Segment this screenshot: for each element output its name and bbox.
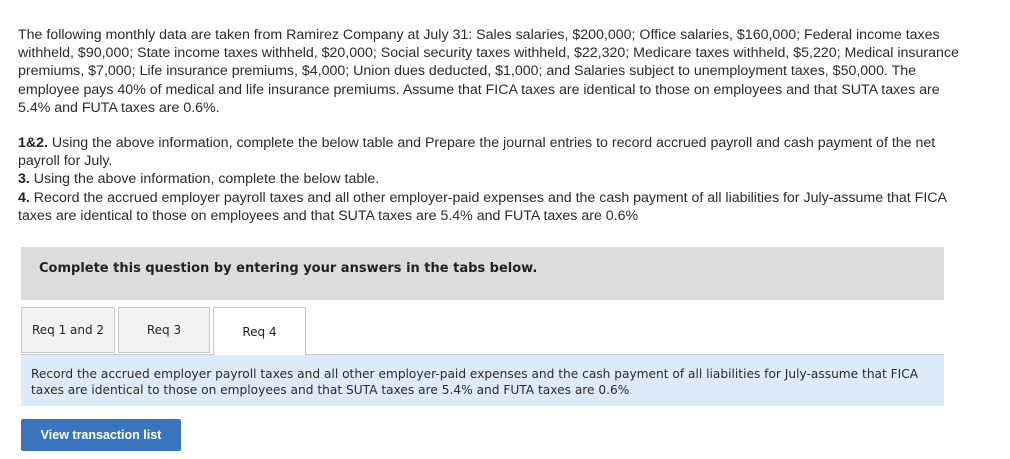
requirement-number: 4. [18,189,30,206]
tab-label: Req 1 and 2 [31,323,105,337]
requirement-number: 1&2. [18,135,48,151]
problem-text: The following monthly data are taken from Ramirez Company at July 31: Sales salaries, $200,000; Office salaries, $160,000; Federal income taxes withheld, $90,000; State income taxes withheld, $20,000; Social security taxes withheld, $22,320; Medicare taxes withheld, $5,220; Medical insurance premiums, $7,000; Life insurance premiums, $4,000; Union dues deducted, $1,000; and Salaries subject to unemployment taxes, $50,000. The employee pays 40% of medical and life insurance premiums. Assume that FICA taxes are identical to those on employees and that SUTA taxes are 5.4% and FUTA taxes are 0.6%. [18,27,959,116]
instruction-text: Complete this question by entering your answers in the tabs below. [39,261,538,276]
tab-req-3[interactable] [118,307,210,353]
requirement-text: Record the accrued employer payroll taxes and all other employer-paid expenses and the cash payment of all liabilities for July-assume that FICA taxes are identical to those on employees and that SUTA taxes are 5.4% and FUTA taxes are 0.6% [18,189,947,224]
tab-label: Req 3 [146,323,182,337]
tab-req-1-and-2[interactable] [21,307,115,353]
requirement-number: 3. [18,171,30,188]
requirement-text: Using the above information, complete the below table and Prepare the journal entries to record accrued payroll and cash payment of the net payroll for July. [18,135,936,170]
requirement-4 [18,189,968,225]
tab-label: Req 4 [242,324,277,339]
requirement-text: Using the above information, complete the below table. [29,171,380,188]
panel-instruction-text: Record the accrued employer payroll taxes and all other employer-paid expenses and the cash payment of all liabilities for July-assume that FICA taxes are identical to those on employees and that SUTA taxes are 5.4% and FUTA taxes are 0.6% [31,367,919,397]
instruction-bar [21,247,944,300]
requirement-3 [18,170,968,188]
view-transaction-list-button[interactable]: View transaction list [21,419,181,451]
tab-req-4[interactable] [213,307,306,355]
problem-statement [18,26,968,117]
tab-content-panel [21,354,944,406]
requirements-list [18,134,968,225]
requirement-1-2 [18,134,968,170]
